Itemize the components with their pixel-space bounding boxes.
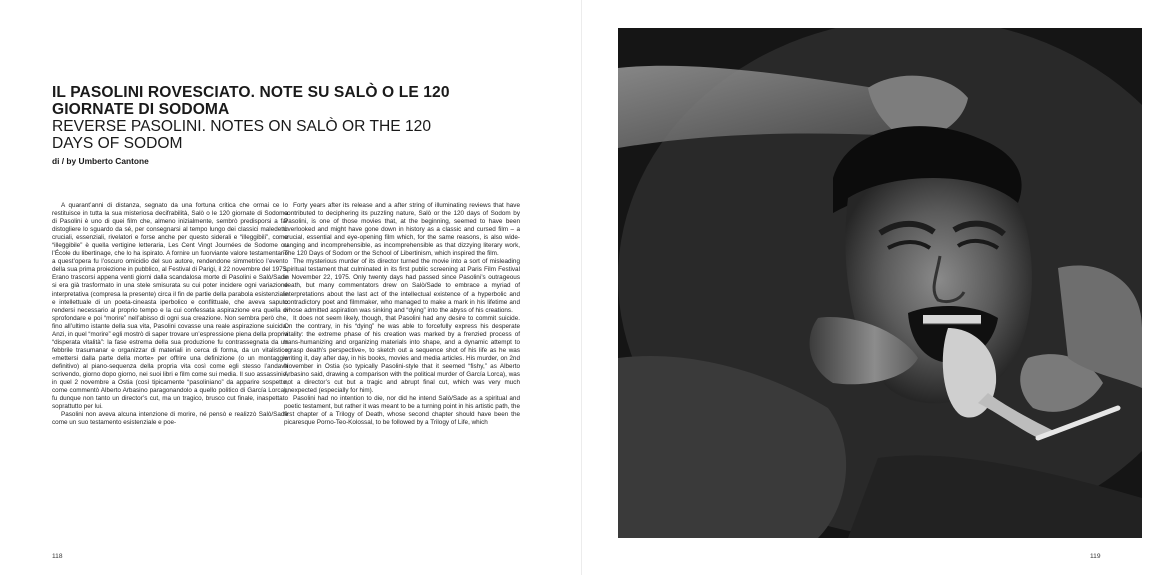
italian-paragraph: Pasolini non aveva alcuna intenzione di morire, né pensò e realizzò Salò/Sade come un suo testamento esistenziale e poe- xyxy=(52,411,288,427)
italian-paragraph: A quarant’anni di distanza, segnato da una fortuna critica che ormai ce lo restituisce in tutta la sua misteriosa decifrabilità, Salò o le 120 giornate di Sodoma di Pasolini è uno di quei film che, almeno inizialmente, sembrò predisporsi a far distogliere lo sguardo da sé, per consegnarsi al tempo lungo dei classici maledetti: cruciali, essenziali, rivelatori e forse anche per questo siderali e “illeggibili”, come “illeggibile” è quella vertigine letteraria, Les Cent Vingt Journées de Sodome ou l’École du libertinage, che lo ha ispirato. A fornire un fuorviante valore testamentario a quest’opera fu l’oscuro omicidio del suo autore, rendendone simmetrico l’evento della sua prima proiezione in pubblico, al Festival di Parigi, il 22 novembre del 1975. Erano trascorsi appena venti giorni dalla scandalosa morte di Pasolini e Salò/Sade si era già trasformato in una stele smisurata su cui poter incidere ogni variazione interpretativa (compresa la presente) circa il fin de partie della parabola esistenziale e intellettuale di un poeta-cineasta iperbolico e conflittuale, che aveva saputo rendersi necessario al proprio tempo e la cui confessata aspirazione era quella di sprofondare e poi “morire” nell’abisso di ogni sua creazione. Non sembra però che, fino all’ultimo istante della sua vita, Pasolini covasse una reale aspirazione suicida. Anzi, in quel “morire” egli mostrò di saper trovare un’espressione piena della propria “disperata vitalità”: la fase estrema della sua produzione fu contrassegnata da un febbrile trasumanar e organizzar di materiali in cerca di forma, da un vitalistico «mettersi dalla parte della morte» per offrire una definizione (o un montaggio definitivo) al piano-sequenza della propria vita così come egli stesso l’andava scrivendo, giorno dopo giorno, nei suoi libri e film come sui media. Il suo assassinio, in quel 2 novembre a Ostia (così tipicamente “pasoliniano” da apparire sospetto, come commentò Alberto Arbasino paragonandolo a quello politico di García Lorca), fu dunque non tanto un director’s cut, ma un tragico, brusco cut finale, inaspettato soprattutto per lui. xyxy=(52,202,288,411)
title-english: REVERSE PASOLINI. NOTES ON SALÒ OR THE 120 DAYS OF SODOM xyxy=(52,118,431,152)
photo-illustration xyxy=(618,28,1142,538)
italian-column xyxy=(52,202,288,427)
title-italian: IL PASOLINI ROVESCIATO. NOTE SU SALÒ O LE 120 GIORNATE DI SODOMA xyxy=(52,84,450,118)
english-column xyxy=(284,202,520,427)
english-paragraph: The mysterious murder of its director turned the movie into a sort of misleading spiritual testament that culminated in its first public screening at Paris Film Festival in November 22, 1975. Only twenty days had passed since Pasolini’s outrageous death, but many commentators drew on Salò/Sade to embrace a myriad of interpretations about the last act of the intellectual existence of a hyperbolic and contradictory poet and filmmaker, who managed to make a mark in his lifetime and whose admitted aspiration was sinking and “dying” into the abyss of his creations. xyxy=(284,258,520,314)
film-still-photo xyxy=(618,28,1142,538)
title-block xyxy=(52,84,452,166)
byline: di / by Umberto Cantone xyxy=(52,156,149,166)
left-page xyxy=(0,0,582,575)
page-number-left: 118 xyxy=(52,553,63,560)
page-number-right: 119 xyxy=(1090,553,1101,560)
english-paragraph: Forty years after its release and a after string of illuminating reviews that have contributed to deciphering its puzzling nature, Salò or the 120 days of Sodom by Pasolini, is one of those movies that, at the beginning, seemed to have been overlooked and might have gone down in history as a classic and cursed film – a crucial, essential and eye-opening film which, for the same reasons, is also wide-ranging and incomprehensible, as incomprehensible as that dizzying literary work, The 120 Days of Sodom or the School of Libertinism, which inspired the film. xyxy=(284,202,520,258)
english-paragraph: It does not seem likely, though, that Pasolini had any desire to commit suicide. On the contrary, in his “dying” he was able to forcefully express his desperate vitality: the extreme phase of his creation was marked by a frenzied process of trans-humanizing and organizing materials into shape, and a dynamic attempt to «grasp death’s perspective», to sketch out a sequence shot of his life as he was writing it, day after day, in his books, movies and media articles. His murder, on 2nd November in Ostia (so typically Pasolini-style that it seemed “fishy,” as Alberto Arbasino said, drawing a comparison with the political murder of García Lorca), was not a director’s cut but a tragic and abrupt final cut, which was very much unexpected (especially for him). xyxy=(284,314,520,395)
english-paragraph: Pasolini had no intention to die, nor did he intend Salò/Sade as a spiritual and poetic testament, but rather it was meant to be a turning point in his artistic path, the first chapter of a Trilogy of Death, whose second chapter should have been the picaresque Porno-Teo-Kolossal, to be followed by a Trilogy of Life, which xyxy=(284,395,520,427)
